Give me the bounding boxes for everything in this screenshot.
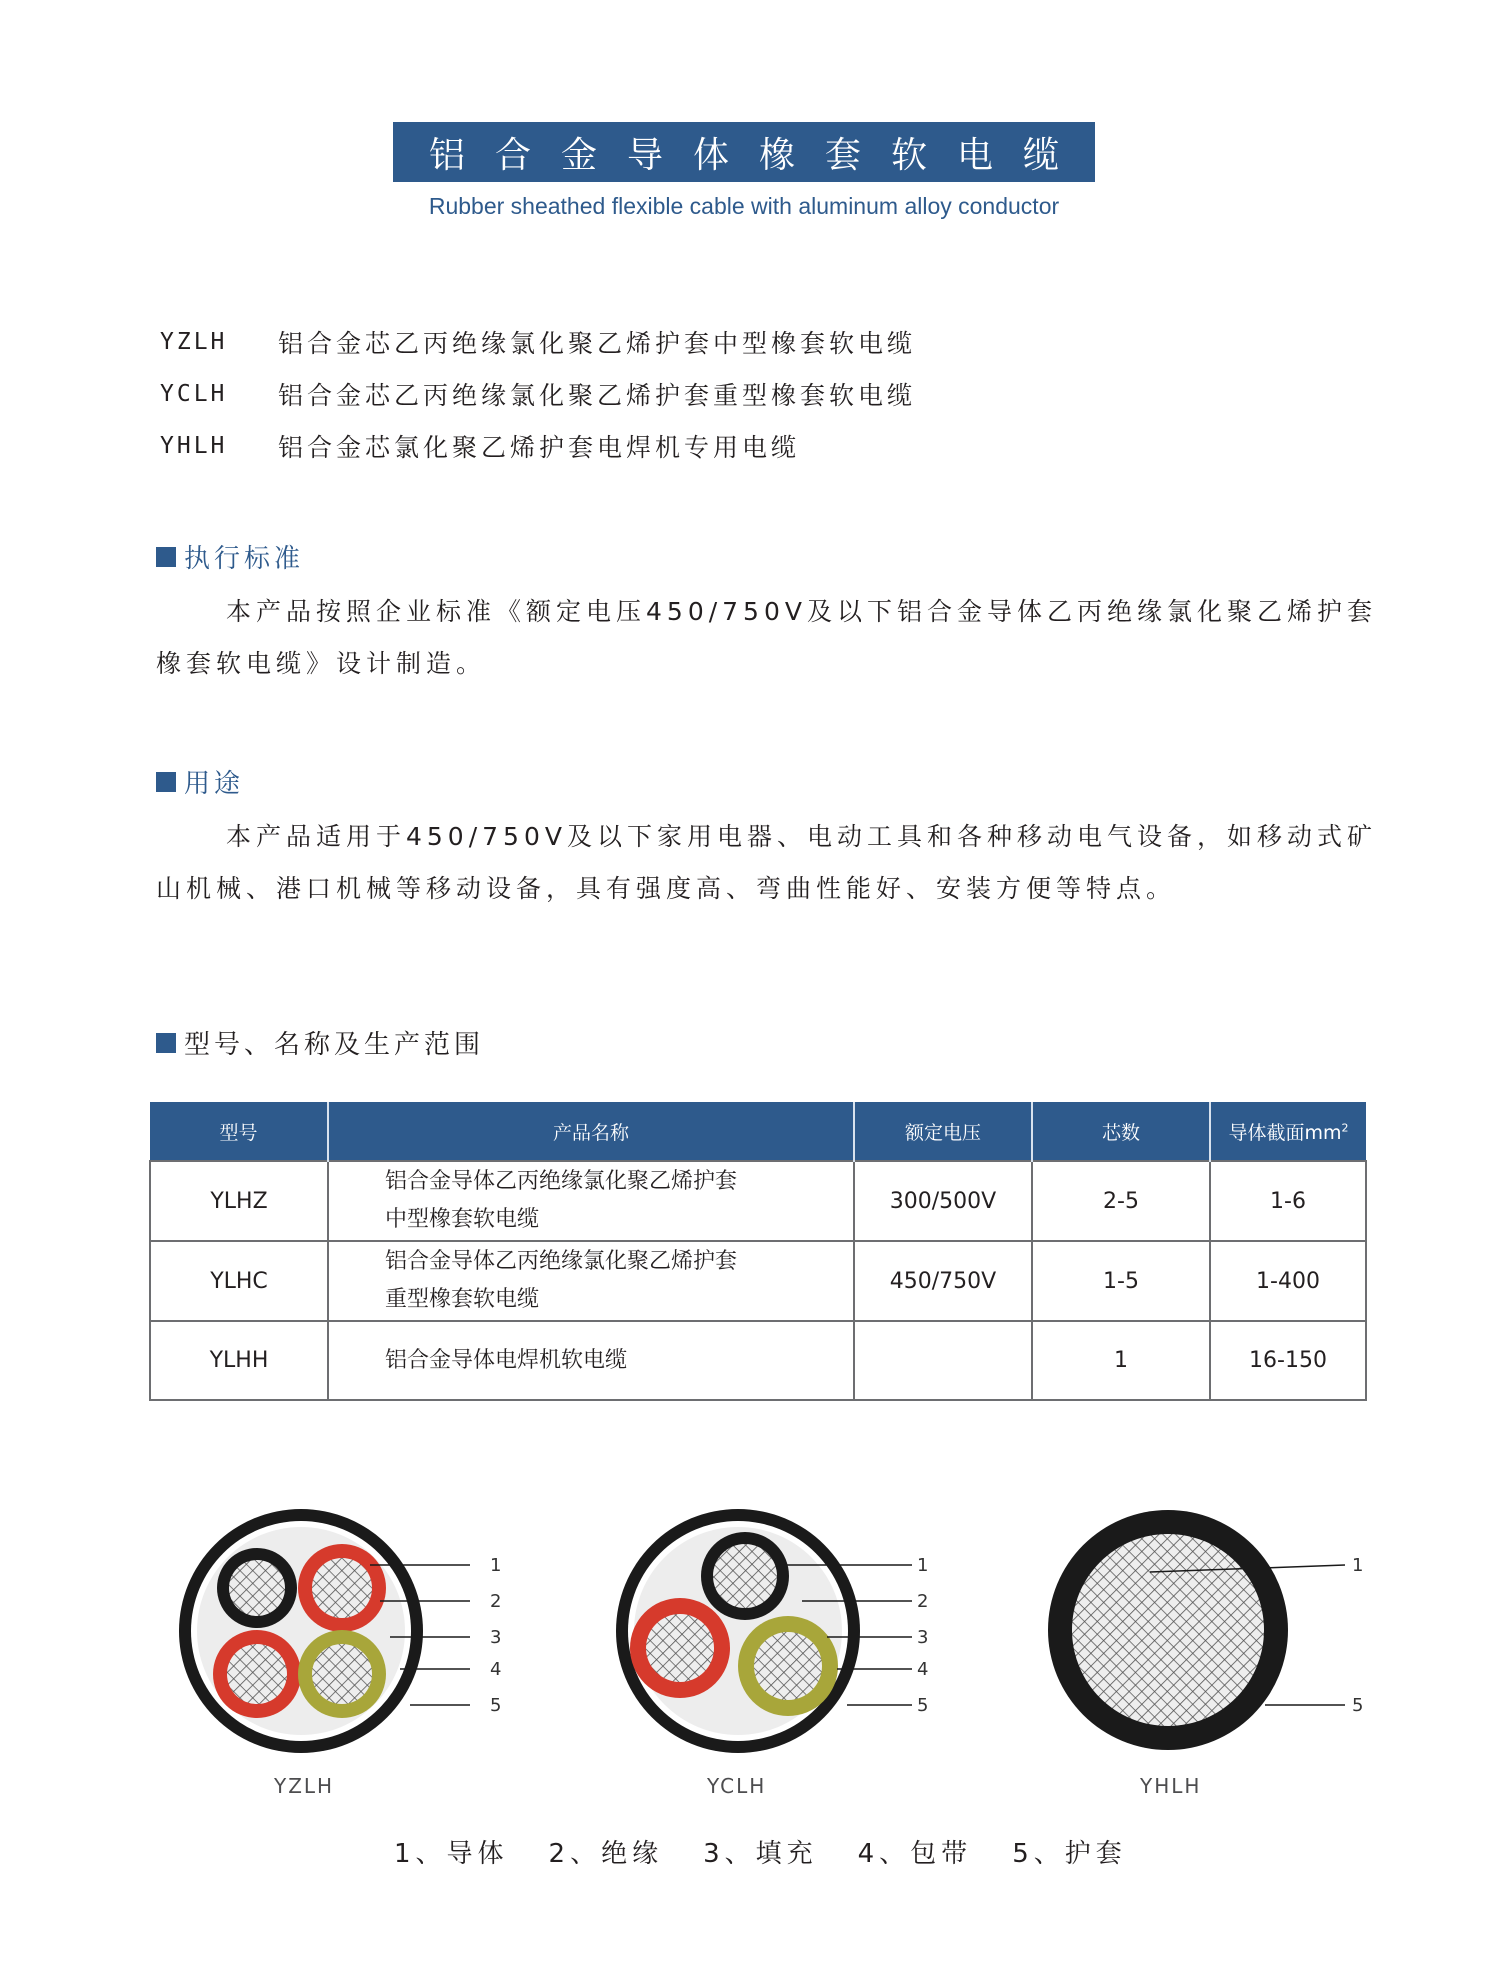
cell-cores: 1-5 xyxy=(1032,1241,1210,1321)
model-name: 铝合金芯乙丙绝缘氯化聚乙烯护套中型橡套软电缆 xyxy=(278,329,917,358)
model-code: YCLH xyxy=(160,381,228,407)
callout-2: 2 xyxy=(490,1591,502,1612)
page-title: 铝合金导体橡套软电缆 xyxy=(393,122,1095,182)
legend-item: 2、绝缘 xyxy=(548,1839,664,1869)
model-name: 铝合金芯氯化聚乙烯护套电焊机专用电缆 xyxy=(278,433,801,462)
page-subtitle: Rubber sheathed flexible cable with aluminum alloy conductor xyxy=(428,193,1060,219)
cell-cores: 1 xyxy=(1032,1321,1210,1400)
model-item xyxy=(160,316,916,368)
cell-voltage xyxy=(854,1321,1032,1400)
callout-2: 2 xyxy=(917,1591,929,1612)
usage-heading xyxy=(156,763,244,800)
cell-section: 16-150 xyxy=(1210,1321,1366,1400)
col-model: 型号 xyxy=(150,1102,328,1161)
callout-5: 5 xyxy=(490,1695,502,1716)
component-legend xyxy=(394,1833,1127,1870)
cell-section: 1-6 xyxy=(1210,1161,1366,1241)
cell-name-line: 铝合金导体乙丙绝缘氯化聚乙烯护套 xyxy=(385,1249,738,1274)
col-cores: 芯数 xyxy=(1032,1102,1210,1161)
cell-name-line: 铝合金导体乙丙绝缘氯化聚乙烯护套 xyxy=(385,1169,738,1194)
standard-heading xyxy=(156,538,304,575)
yzlh-cross-section-diagram xyxy=(170,1500,530,1760)
callout-4: 4 xyxy=(917,1659,929,1680)
callout-1: 1 xyxy=(917,1555,929,1576)
legend-item: 4、包带 xyxy=(857,1839,973,1869)
cell-voltage: 300/500V xyxy=(854,1161,1032,1241)
unit-superscript: 2 xyxy=(1341,1121,1349,1135)
col-section xyxy=(1210,1102,1366,1161)
square-bullet-icon xyxy=(156,1033,176,1053)
callout-3: 3 xyxy=(490,1627,502,1648)
cell-section: 1-400 xyxy=(1210,1241,1366,1321)
standard-heading-text: 执行标准 xyxy=(184,544,305,574)
col-section-text: 导体截面mm xyxy=(1228,1121,1342,1144)
model-item xyxy=(160,420,916,472)
range-heading-text: 型号、名称及生产范围 xyxy=(184,1030,485,1060)
cell-cores: 2-5 xyxy=(1032,1161,1210,1241)
table-row xyxy=(150,1161,1366,1241)
model-code: YHLH xyxy=(160,433,228,459)
usage-text: 本产品适用于450/750V及以下家用电器、电动工具和各种移动电气设备，如移动式矿山机械、港口机械等移动设备，具有强度高、弯曲性能好、安装方便等特点。 xyxy=(156,822,1377,903)
diagram-label-yhlh: YHLH xyxy=(1140,1774,1202,1798)
cell-name xyxy=(328,1241,854,1321)
square-bullet-icon xyxy=(156,772,176,792)
callout-1: 1 xyxy=(1352,1555,1364,1576)
callout-1: 1 xyxy=(490,1555,502,1576)
cell-name-line: 铝合金导体电焊机软电缆 xyxy=(385,1347,628,1373)
spec-table xyxy=(149,1102,1367,1401)
cell-model: YLHH xyxy=(150,1321,328,1400)
standard-text: 本产品按照企业标准《额定电压450/750V及以下铝合金导体乙丙绝缘氯化聚乙烯护套橡套软电缆》设计制造。 xyxy=(156,597,1377,678)
diagram-label-yzlh: YZLH xyxy=(274,1774,335,1798)
legend-item: 5、护套 xyxy=(1012,1839,1127,1869)
col-voltage: 额定电压 xyxy=(854,1102,1032,1161)
yhlh-cross-section-diagram xyxy=(1040,1500,1410,1760)
cell-name xyxy=(328,1321,854,1400)
diagram-label-yclh: YCLH xyxy=(707,1774,767,1798)
table-header-row xyxy=(150,1102,1366,1161)
yclh-cross-section-diagram xyxy=(612,1500,972,1760)
cell-name xyxy=(328,1161,854,1241)
range-heading xyxy=(156,1024,484,1061)
cell-name-line: 重型橡套软电缆 xyxy=(385,1287,540,1312)
col-name: 产品名称 xyxy=(328,1102,854,1161)
cell-model: YLHZ xyxy=(150,1161,328,1241)
model-list xyxy=(160,316,916,472)
model-code: YZLH xyxy=(160,329,228,355)
callout-5: 5 xyxy=(1352,1695,1364,1716)
cell-name-line: 中型橡套软电缆 xyxy=(385,1207,540,1232)
model-item xyxy=(160,368,916,420)
callout-5: 5 xyxy=(917,1695,929,1716)
legend-item: 3、填充 xyxy=(703,1839,818,1869)
cell-voltage: 450/750V xyxy=(854,1241,1032,1321)
model-name: 铝合金芯乙丙绝缘氯化聚乙烯护套重型橡套软电缆 xyxy=(278,381,917,410)
callout-3: 3 xyxy=(917,1627,929,1648)
cell-model: YLHC xyxy=(150,1241,328,1321)
table-row xyxy=(150,1241,1366,1321)
square-bullet-icon xyxy=(156,547,176,567)
legend-item: 1、导体 xyxy=(394,1839,509,1869)
usage-heading-text: 用途 xyxy=(184,769,245,799)
callout-4: 4 xyxy=(490,1659,502,1680)
table-row xyxy=(150,1321,1366,1400)
